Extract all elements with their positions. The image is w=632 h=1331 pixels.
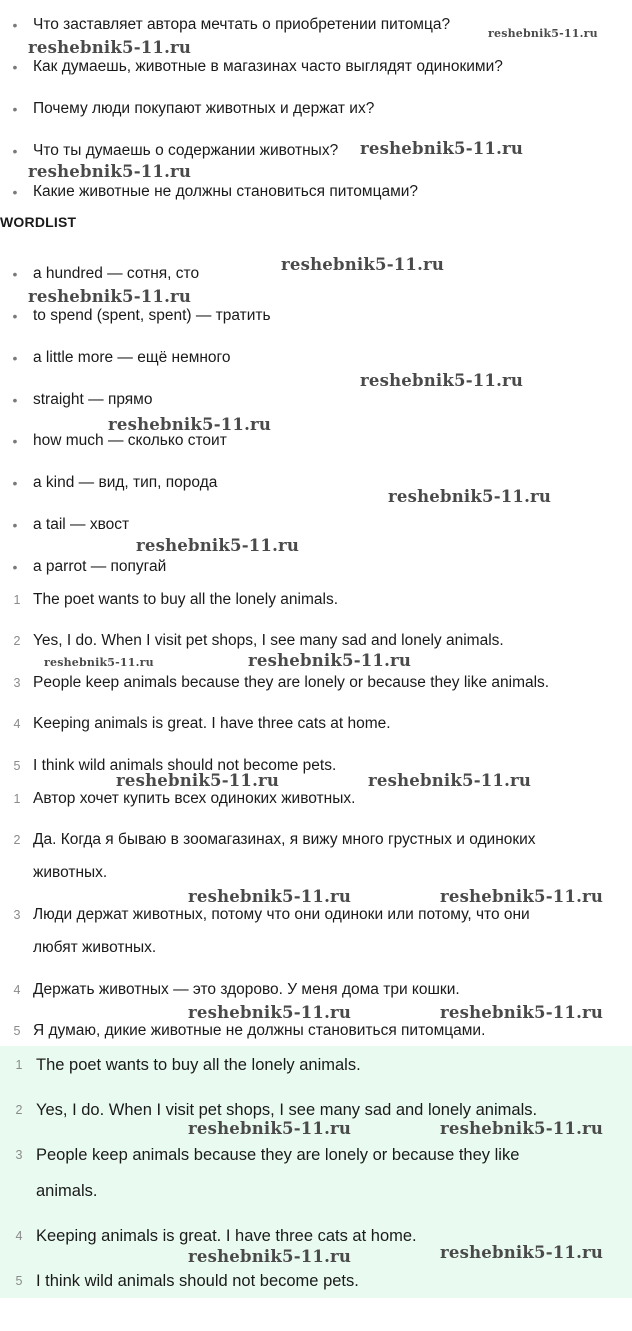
watermark: reshebnik5-11.ru <box>188 1003 352 1022</box>
bullet-icon: • <box>12 266 18 282</box>
watermark: reshebnik5-11.ru <box>136 536 300 555</box>
watermark: reshebnik5-11.ru <box>116 771 280 790</box>
bullet-icon: • <box>12 517 18 533</box>
bullet-icon: • <box>12 392 18 408</box>
watermark: reshebnik5-11.ru <box>188 887 352 906</box>
watermark: reshebnik5-11.ru <box>360 371 524 390</box>
bullet-icon: • <box>12 17 18 33</box>
watermark: reshebnik5-11.ru <box>28 38 192 57</box>
bullet-icon: • <box>12 475 18 491</box>
bullet-icon: • <box>12 433 18 449</box>
bullet-icon: • <box>12 143 18 159</box>
watermark: reshebnik5-11.ru <box>188 1119 352 1138</box>
bullet-icon: • <box>12 101 18 117</box>
watermark: reshebnik5-11.ru <box>188 1247 352 1266</box>
watermark: reshebnik5-11.ru <box>108 415 272 434</box>
watermark: reshebnik5-11.ru <box>360 139 524 158</box>
watermark: reshebnik5-11.ru <box>440 1119 604 1138</box>
watermark: reshebnik5-11.ru <box>368 771 532 790</box>
watermark: reshebnik5-11.ru <box>440 1003 604 1022</box>
bullet-icon: • <box>12 59 18 75</box>
watermark: reshebnik5-11.ru <box>388 487 552 506</box>
watermark: reshebnik5-11.ru <box>440 1243 604 1262</box>
bullet-icon: • <box>12 308 18 324</box>
bullet-icon: • <box>12 350 18 366</box>
wordlist-heading: WORDLIST <box>0 214 77 230</box>
watermark: reshebnik5-11.ru <box>44 656 154 669</box>
watermark: reshebnik5-11.ru <box>440 887 604 906</box>
bullet-icon: • <box>12 184 18 200</box>
bullet-icon: • <box>12 559 18 575</box>
watermark: reshebnik5-11.ru <box>488 27 598 40</box>
watermark: reshebnik5-11.ru <box>28 162 192 181</box>
watermark: reshebnik5-11.ru <box>281 255 445 274</box>
watermark: reshebnik5-11.ru <box>28 287 192 306</box>
watermark: reshebnik5-11.ru <box>248 651 412 670</box>
